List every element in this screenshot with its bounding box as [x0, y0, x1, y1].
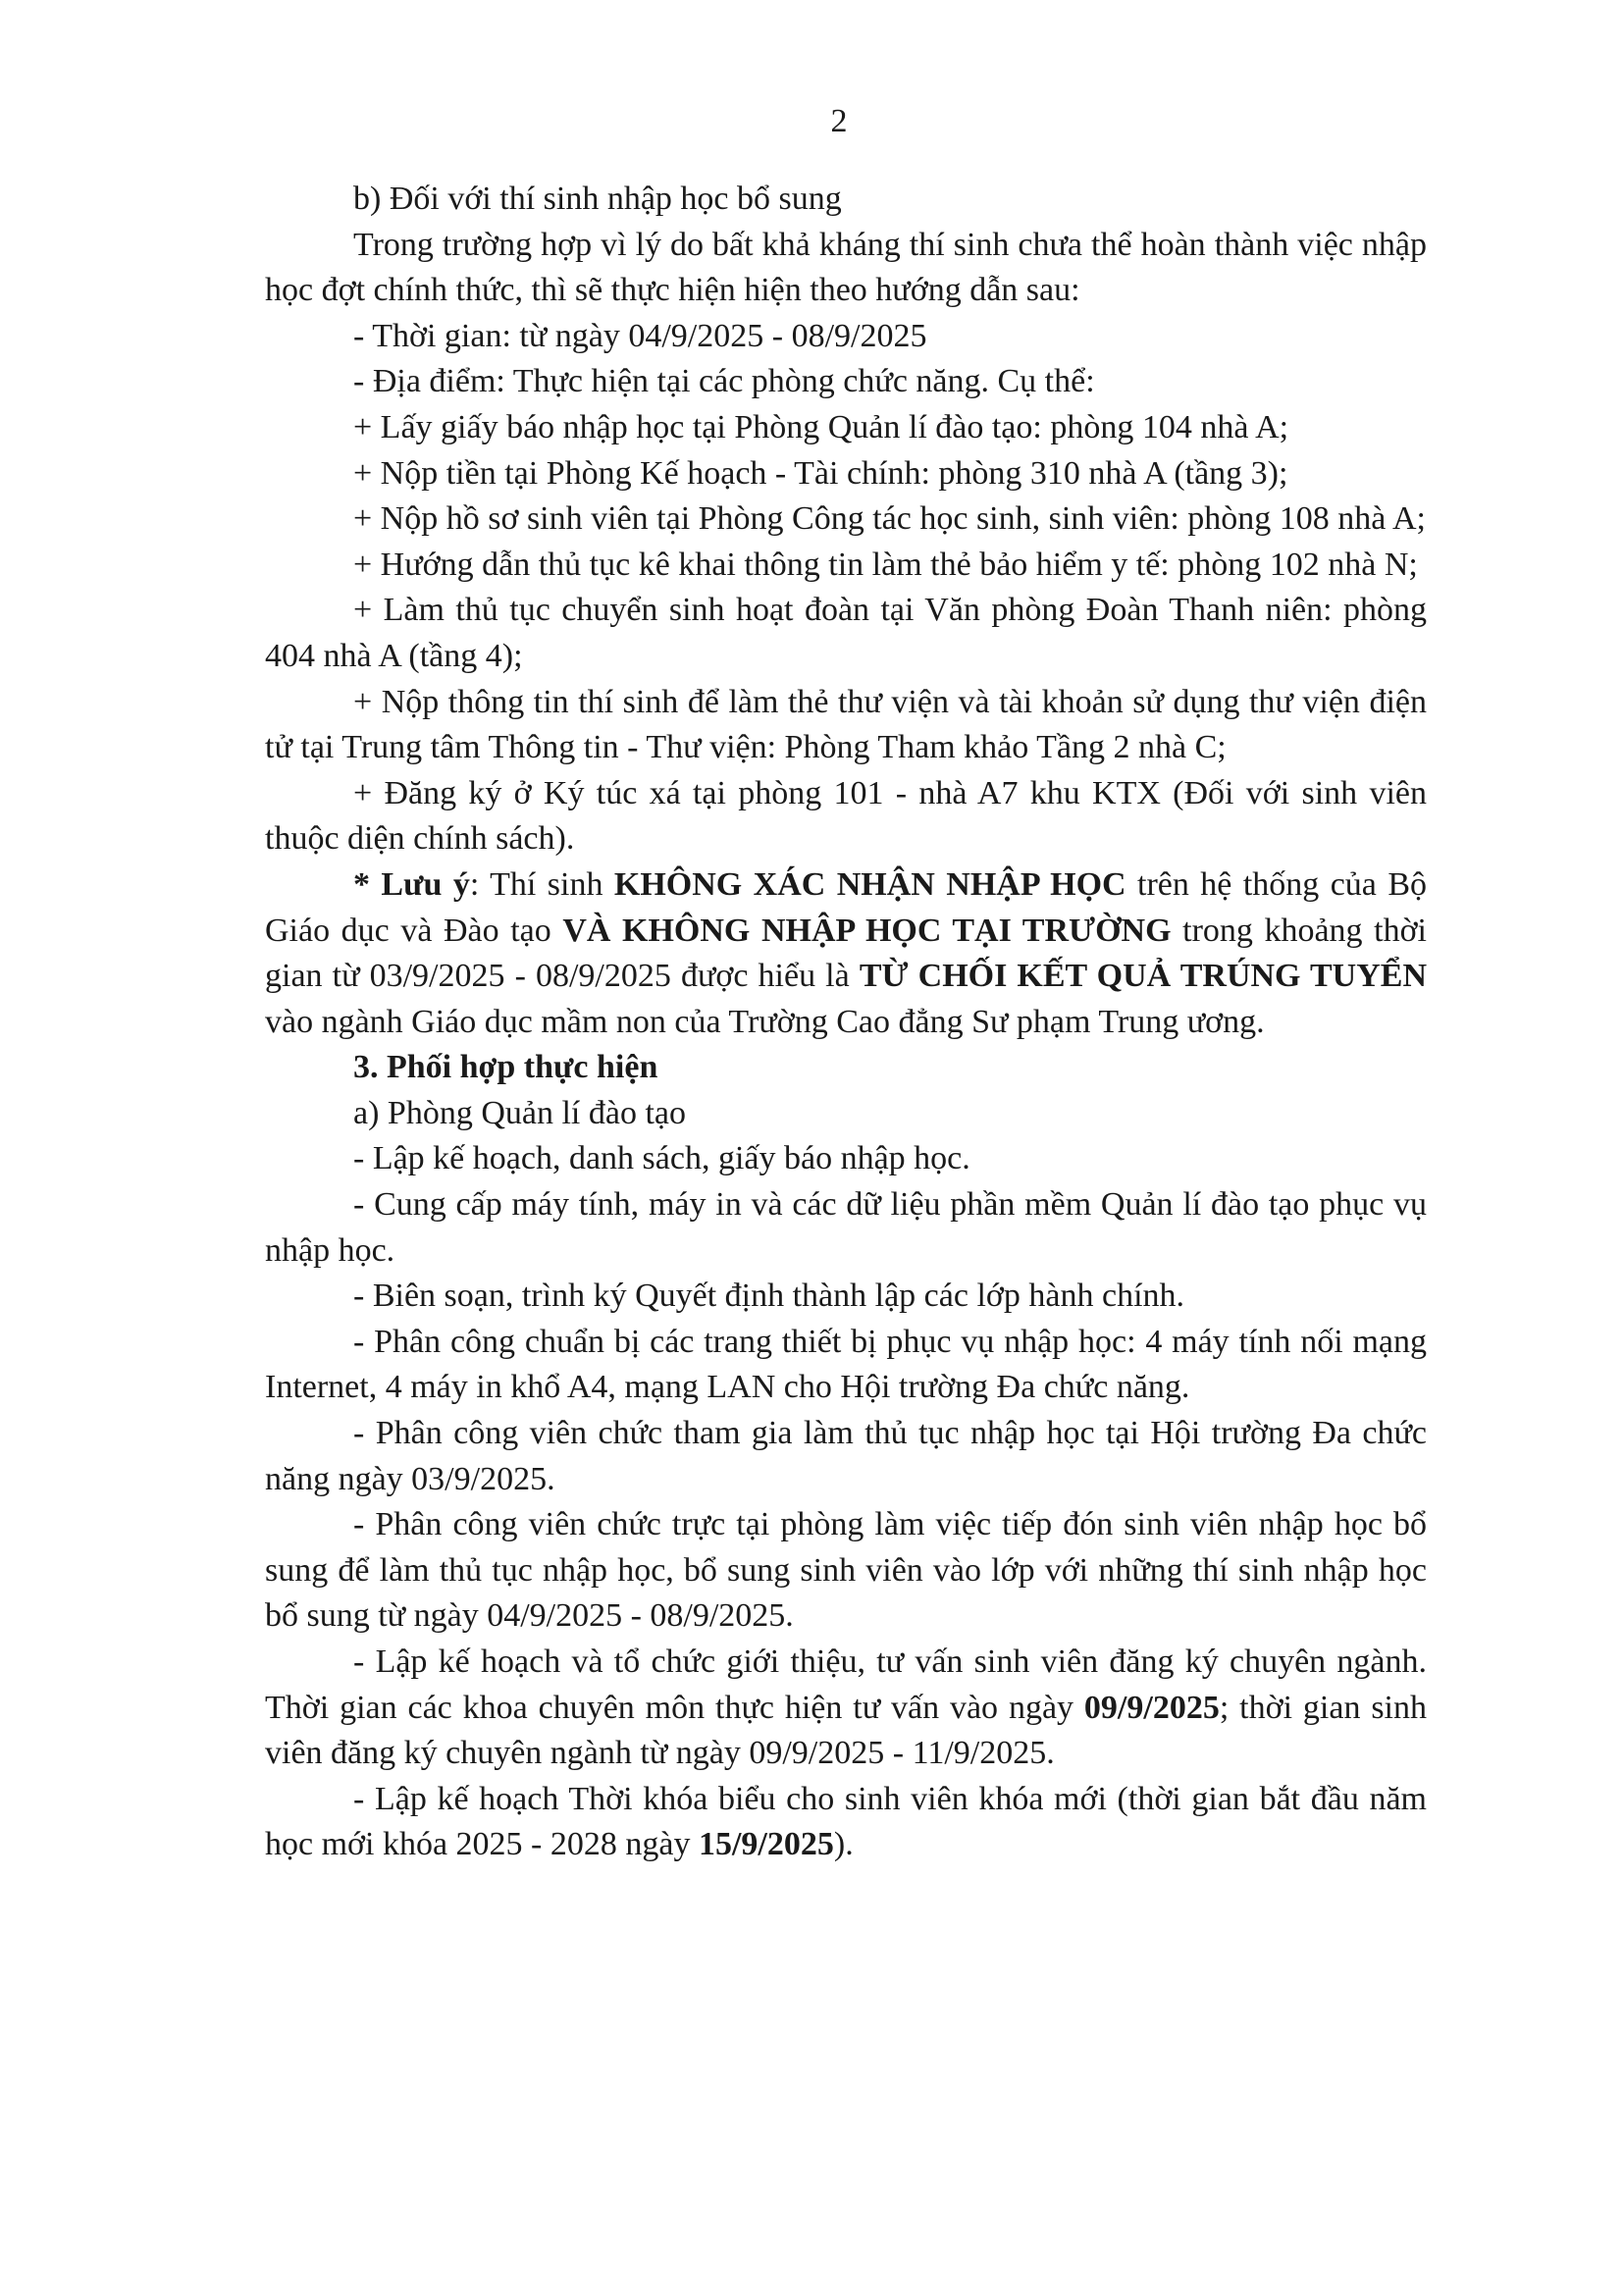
bold-text: KHÔNG XÁC NHẬN NHẬP HỌC: [613, 865, 1126, 903]
bold-text: 09/9/2025: [1083, 1689, 1220, 1726]
text-run: trên hệ thống của Bộ Giáo dục và Đào tạo: [265, 865, 1427, 949]
bold-text: 3. Phối hợp thực hiện: [353, 1049, 658, 1086]
paragraph: [265, 1777, 1427, 1868]
text-run: - Lập kế hoạch và tổ chức giới thiệu, tư vấn sinh viên đăng ký chuyên ngành. Thời gian các khoa chuyên môn thực hiện tư vấn vào ngày: [265, 1644, 1427, 1726]
bold-text: 15/9/2025: [698, 1826, 834, 1863]
text-run: ).: [833, 1826, 854, 1863]
page-number: 2: [830, 103, 848, 139]
text-run: - Phân công viên chức tham gia làm thủ tục nhập học tại Hội trường Đa chức năng ngày 03/9/2025.: [265, 1415, 1427, 1497]
paragraph: [265, 1502, 1427, 1640]
document-body: [265, 177, 1427, 1868]
paragraph: [265, 1136, 1427, 1182]
paragraph: [265, 1182, 1427, 1274]
text-run: + Đăng ký ở Ký túc xá tại phòng 101 - nhà A7 khu KTX (Đối với sinh viên thuộc diện chính sách).: [265, 774, 1427, 858]
paragraph: [265, 588, 1427, 679]
text-run: - Lập kế hoạch Thời khóa biểu cho sinh viên khóa mới (thời gian bắt đầu năm học mới khóa 2025 - 2028 ngày: [265, 1780, 1427, 1863]
paragraph: [265, 496, 1427, 543]
text-run: ; thời gian sinh viên đăng ký chuyên ngành từ ngày 09/9/2025 - 11/9/2025.: [265, 1689, 1427, 1772]
paragraph: [265, 405, 1427, 451]
text-run: + Làm thủ tục chuyển sinh hoạt đoàn tại Văn phòng Đoàn Thanh niên: phòng 404 nhà A (tầng 4);: [265, 592, 1427, 674]
paragraph: [265, 1045, 1427, 1091]
text-run: - Phân công chuẩn bị các trang thiết bị phục vụ nhập học: 4 máy tính nối mạng Internet, 4 máy in khổ A4, mạng LAN cho Hội trường Đa chức năng.: [265, 1323, 1427, 1406]
text-run: vào ngành Giáo dục mầm non của Trường Cao đẳng Sư phạm Trung ương.: [265, 1003, 1265, 1040]
paragraph: [265, 1320, 1427, 1411]
paragraph: [265, 1091, 1427, 1137]
text-run: - Địa điểm: Thực hiện tại các phòng chức năng. Cụ thể:: [353, 363, 1095, 400]
bold-text: * Lưu ý: [353, 865, 470, 903]
paragraph: [265, 223, 1427, 314]
text-run: a) Phòng Quản lí đào tạo: [353, 1094, 686, 1131]
text-run: + Nộp thông tin thí sinh để làm thẻ thư viện và tài khoản sử dụng thư viện điện tử tại Trung tâm Thông tin - Thư viện: Phòng Tham khảo Tầng 2 nhà C;: [265, 683, 1427, 766]
paragraph: [265, 1411, 1427, 1502]
text-run: - Biên soạn, trình ký Quyết định thành lập các lớp hành chính.: [353, 1278, 1185, 1315]
text-run: + Nộp hồ sơ sinh viên tại Phòng Công tác học sinh, sinh viên: phòng 108 nhà A;: [353, 500, 1426, 538]
paragraph: [265, 543, 1427, 589]
text-run: b) Đối với thí sinh nhập học bổ sung: [353, 181, 842, 217]
paragraph: [265, 862, 1427, 1045]
text-run: - Lập kế hoạch, danh sách, giấy báo nhập học.: [353, 1140, 970, 1177]
text-run: + Hướng dẫn thủ tục kê khai thông tin làm thẻ bảo hiểm y tế: phòng 102 nhà N;: [353, 546, 1418, 583]
text-run: - Cung cấp máy tính, máy in và các dữ liệu phần mềm Quản lí đào tạo phục vụ nhập học.: [265, 1186, 1427, 1269]
text-run: - Phân công viên chức trực tại phòng làm việc tiếp đón sinh viên nhập học bổ sung để làm thủ tục nhập học, bổ sung sinh viên vào lớp với những thí sinh nhập học bổ sung từ ngày 04/9/2025 - 08/9/2025.: [265, 1506, 1427, 1635]
text-run: Trong trường hợp vì lý do bất khả kháng thí sinh chưa thể hoàn thành việc nhập học đợt chính thức, thì sẽ thực hiện hiện theo hướng dẫn sau:: [265, 226, 1427, 309]
paragraph: [265, 680, 1427, 771]
text-run: - Thời gian: từ ngày 04/9/2025 - 08/9/2025: [353, 317, 927, 354]
text-run: + Nộp tiền tại Phòng Kế hoạch - Tài chính: phòng 310 nhà A (tầng 3);: [353, 454, 1288, 492]
paragraph: [265, 1640, 1427, 1777]
bold-text: TỪ CHỐI KẾT QUẢ TRÚNG TUYỂN: [859, 958, 1427, 995]
text-run: + Lấy giấy báo nhập học tại Phòng Quản lí đào tạo: phòng 104 nhà A;: [353, 408, 1289, 445]
text-run: trong khoảng thời gian từ 03/9/2025 - 08/9/2025 được hiểu là: [265, 912, 1428, 995]
paragraph: [265, 771, 1427, 862]
paragraph: [265, 451, 1427, 497]
paragraph: [265, 359, 1427, 405]
paragraph: [265, 177, 1427, 223]
bold-text: VÀ KHÔNG NHẬP HỌC TẠI TRƯỜNG: [562, 912, 1172, 949]
text-run: : Thí sinh: [469, 865, 614, 903]
paragraph: [265, 1274, 1427, 1320]
paragraph: [265, 314, 1427, 360]
